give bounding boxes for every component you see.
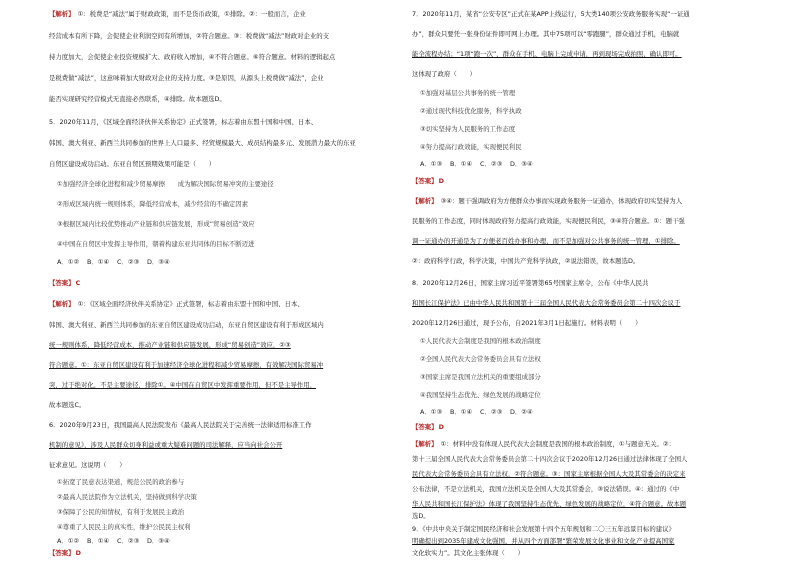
q5-option-2: ②形成区域内统一规则体系，降低经营成本，减少经营的不确定因素 [57, 200, 249, 208]
solution-prev-line: 是税费做“减法”，这意味着加大财政对企业的支持力度。③是原因，从源头上税费做“减法”，企业 [49, 74, 324, 82]
q8-option-4: ④我国坚持生态优先、绿色发展的战略定位 [420, 391, 541, 399]
q7-solution-line: 调一证通办的开通是为了方便老百姓办事和办理，而不是加强对公共事务的统一管理，①排除。 [412, 237, 680, 245]
q8-choice-a: A．①③ [420, 408, 443, 416]
q7-choice-b: B．①④ [450, 160, 473, 168]
q9-stem-line: 明确提出到2035年建成文化强国，并从四个方面部署“繁荣发展文化事业和文化产业提高国家 [412, 537, 675, 545]
q5-answer: 【答案】C [49, 279, 81, 287]
q6-answer: 【答案】D [49, 549, 81, 557]
q8-solution-line: 民代表大会常务委员会具有立法权，②符合题意。③：国家主席根据全国人大及其常委会的决定来 [412, 470, 686, 478]
q7-option-3: ③切实坚持为人民服务的工作态度 [420, 125, 516, 133]
q7-option-4: ④努力提高行政效能，实现便民利民 [420, 143, 522, 151]
q5-choice-c: C．②③ [117, 258, 140, 266]
q8-solution-line-1: 【解析】 ①：材料中没有体现人民代表大会制度是我国的根本政治制度，①与题意无关。②： [412, 440, 676, 448]
q8-option-1: ①人民代表大会制度是我国的根本政治制度 [420, 337, 541, 345]
q7-option-2: ②通过现代科技优化服务，科学执政 [420, 107, 522, 115]
q5-stem-line: 自贸区建设成功启动。东亚自贸区预期效果可能是（ ） [49, 160, 216, 168]
q5-solution-line: 韩国、澳大利亚、新西兰共同参加的东亚自贸区建设成功启动，东亚自贸区建设有利于形成区域内 [49, 321, 324, 329]
solution-tag: 【解析】 [49, 10, 75, 18]
q8-choice-b: B．①④ [450, 408, 473, 416]
right-column [412, 0, 750, 562]
q7-stem-line: 7．2020年11月，某省“公安专区”正式在某APP上线运行，5大类140项公安政务服务实现“一证通 [412, 10, 690, 18]
q5-choice-d: D．③④ [147, 258, 170, 266]
q5-solution-line: 突，过于绝对化，不是主要途径，排除①。④中国在自贸区中发挥重要作用，但不是主导作用， [49, 381, 317, 389]
q5-stem-line: 5．2020年11月，《区域全面经济伙伴关系协定》正式签署，标志着由东盟十国和中国、日本、 [49, 118, 318, 126]
solution-prev-line-1: 【解析】 ①：税费是“减法”属于财政政策，而不是货币政策，①排除。②：一般而言，企业 [49, 10, 306, 18]
q6-choice-a: A．①② [57, 537, 80, 545]
q8-solution-line: 公布法律，不是立法机关，我国立法机关是全国人大及其常委会，③说法错误。④：通过的《中 [412, 485, 680, 493]
q5-option-3: ③根据区域内比较优势推动产业链和供应链发展，形成“贸易创造”效应 [57, 220, 255, 228]
solution-prev-line: 能否实现研究经营模式无直接必然联系，④排除。故本题选D。 [49, 95, 226, 103]
solution-prev-line: 经营成本有所下降，会促使企业利润空间有所增加，②符合题意。③：税费做“减法”财政对企业的支 [49, 32, 330, 40]
q7-stem-line: 这体现了政府（ ） [412, 70, 476, 78]
q7-option-1: ①加强对基层公共事务的统一管理 [420, 89, 516, 97]
q5-solution-line: 统一规则体系，降低经营成本，推动产业链和供应链发展，形成“贸易创造”效应，②③ [49, 341, 291, 349]
q6-choice-c: C．②③ [117, 537, 140, 545]
q7-stem-line: 能全流程办结；“1项“跑一次”，群众在手机、电脑上完成申请，再到现场完成拍照、确认即可。 [412, 50, 682, 58]
q8-solution-line: 第十三届全国人民代表大会常务委员会第二十四次会议于2020年12月26日通过法律体现了全国人 [412, 455, 688, 463]
q5-option-4: ④中国在自贸区中发挥主导作用，朝着构建东亚共同体的目标不断迈进 [57, 240, 255, 248]
q7-solution-line: ②：政府科学行政，科学决策，中国共产党科学执政，②说法错误，故本题选D。 [412, 257, 640, 265]
q8-choice-d: D．②④ [510, 408, 533, 416]
q6-choice-d: D．③④ [147, 537, 170, 545]
q9-stem-line: 文化软实力”。其文化主张体现（ ） [412, 549, 524, 557]
q8-option-2: ②全国人民代表大会常务委员会具有立法权 [420, 355, 541, 363]
q8-choice-c: C．②③ [480, 408, 503, 416]
q5-solution-line-1: 【解析】 ①：《区域全面经济伙伴关系协定》正式签署，标志着由东盟十国和中国、日本、 [49, 300, 304, 308]
q8-stem-line: 8．2020年12月26日，国家主席习近平签署第65号国家主席令，公布《中华人民共 [412, 279, 649, 287]
q9-stem-line: 9．《中共中央关于制定国民经济和社会发展第十四个五年规划和二〇三五年远景目标的建议》 [412, 525, 675, 533]
q5-option-1: ①加强经济全球化进程和减少贸易摩擦 成为解决国际贸易冲突的主要途径 [57, 180, 274, 188]
q5-choices [57, 259, 177, 265]
q7-choice-c: C．②③ [480, 160, 503, 168]
q7-choice-a: A．①③ [420, 160, 443, 168]
q8-stem-line: 2020年12月26日通过，现予公布，自2021年3月1日起施行。材料表明（ ） [412, 319, 642, 327]
left-column [49, 0, 387, 562]
solution-prev-line: 持力度加大，会促使企业投资规模扩大、政府收入增加，④不符合题意。⑥符合题意。材料的逻辑起点 [49, 53, 336, 61]
q6-choice-b: B．①④ [87, 537, 110, 545]
q8-option-3: ③国家主席是我国立法机关的重要组成部分 [420, 373, 541, 381]
q6-stem-line: 征求意见。这说明（ ） [49, 461, 126, 469]
q5-stem-line: 韩国、澳大利亚、新西兰共同参加的世界上人口最多、经贸规模最大、成员结构最多元、发展潜力最大的东亚 [49, 139, 356, 147]
q8-solution-line: 华人民共和国长江保护法》体现了我国坚持生态优先、绿色发展的战略定位，④符合题意。故本题 [412, 500, 687, 508]
q6-option-3: ③保障了公民的知情权，有利于发展民主政治 [57, 508, 185, 516]
q5-solution-line: 故本题选C。 [49, 401, 86, 409]
q6-stem-line: 6．2020年9月23日，我国最高人民法院发布《最高人民法院关于完善统一法律适用标准工作 [49, 421, 312, 429]
q5-choice-a: A．①② [57, 258, 80, 266]
q8-stem-line: 和国长江保护法》已由中华人民共和国第十三届全国人民代表大会常务委员会第二十四次会议于 [412, 299, 681, 307]
q8-solution-line: 选D。 [412, 512, 430, 520]
q6-option-4: ④尊重了人民民主的真实性，维护公民民主权利 [57, 523, 191, 531]
q5-choice-b: B．①④ [87, 258, 110, 266]
q5-solution-line: 符合题意。①：东亚自贸区建设有利于加速经济全球化进程和减少贸易摩擦，有效解决国际贸易冲 [49, 361, 324, 369]
q7-solution-line-1: 【解析】 ③④：题干强调政府为方便群众办事而实现政务服务一证通办，体现政府切实坚持为人 [412, 197, 683, 205]
q7-stem-line: 办”，群众只要凭一张身份证件即可网上办理。其中75项可以“零跑腿”，群众通过手机，电脑就 [412, 30, 680, 38]
q6-option-2: ②最高人民法院作为立法机关，坚持做到科学决策 [57, 493, 197, 501]
q7-choices [420, 161, 540, 167]
q6-stem-line: 机制的意见》，涉及人民群众切身利益或重大疑难问题的司法解释，应当向社会公开 [49, 441, 283, 449]
q7-choice-d: D．③④ [510, 160, 533, 168]
q6-choices [57, 538, 177, 544]
q8-answer: 【答案】D [412, 423, 444, 431]
q7-answer: 【答案】D [412, 177, 444, 185]
q7-solution-line: 民服务的工作态度，同时体现政府努力提高行政效能，实现便民利民，③④符合题意。①：题干强 [412, 217, 685, 225]
q6-option-1: ①拓宽了民意表达渠道，规范公民的政治参与 [57, 478, 185, 486]
q8-choices [420, 409, 540, 415]
